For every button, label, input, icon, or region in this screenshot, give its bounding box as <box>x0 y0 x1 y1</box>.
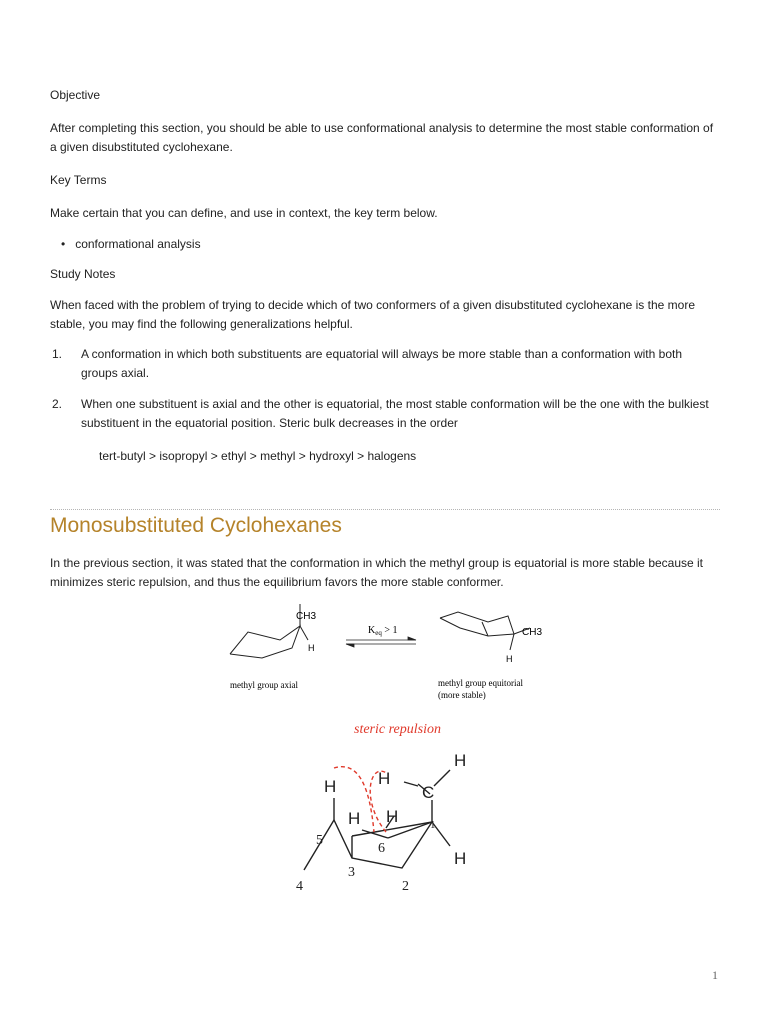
h-label: H <box>454 751 467 770</box>
page-number: 1 <box>712 968 718 982</box>
document-body <box>50 86 722 478</box>
equilibrium-diagram <box>220 602 560 712</box>
key-terms-heading: Key Terms <box>50 173 107 187</box>
right-h-label: H <box>506 654 513 664</box>
h-label: H <box>348 809 361 828</box>
section-title: Monosubstituted Cyclohexanes <box>50 514 342 537</box>
study-note-item <box>50 395 722 466</box>
right-ch3-label: CH3 <box>522 627 543 638</box>
cyclohexane-ring <box>304 798 450 870</box>
study-notes-text: When faced with the problem of trying to decide which of two conformers of a given disubstituted cyclohexane is the more stable, you may find the following generalizations helpful. <box>50 298 695 331</box>
study-notes-heading: Study Notes <box>50 267 116 281</box>
carbon-number: 3 <box>348 865 355 880</box>
left-h-label: H <box>308 643 315 653</box>
h-label: H <box>324 777 337 796</box>
study-note-text: A conformation in which both substituents are equatorial will always be more stable than a conformation with both groups axial. <box>81 347 682 380</box>
h-label: H <box>386 807 399 826</box>
objective-text: After completing this section, you should be able to use conformational analysis to determine the most stable conformation of a given disubstituted cyclohexane. <box>50 121 714 154</box>
left-ch3-label: CH3 <box>296 611 317 622</box>
caption-equatorial: methyl group equitorial <box>438 678 523 688</box>
carbon-number: 1 <box>430 819 436 831</box>
keq-label: $K_{eq} > 1$ <box>368 625 398 637</box>
key-terms-list <box>50 235 722 254</box>
caption-equatorial-note: (more stable) <box>438 690 486 700</box>
key-terms-text: Make certain that you can define, and use in context, the key term below. <box>50 206 438 220</box>
list-number: 2. <box>52 397 63 411</box>
carbon-number: 4 <box>296 879 303 894</box>
list-number: 1. <box>52 347 63 361</box>
section-divider <box>50 509 720 510</box>
carbon-number: 6 <box>378 841 385 856</box>
study-note-text: When one substituent is axial and the other is equatorial, the most stable conformation will be the one with the bulkiest substituent in the equatorial position. Steric bulk decreases in the order <box>81 397 709 430</box>
steric-bulk-order: tert-butyl > isopropyl > ethyl > methyl > hydroxyl > halogens <box>99 449 417 463</box>
equilibrium-arrows <box>346 637 416 647</box>
h-label: H <box>378 769 391 788</box>
carbon-number: 2 <box>402 879 409 894</box>
carbon-number: 5 <box>316 833 323 848</box>
section-text: In the previous section, it was stated that the conformation in which the methyl group is equatorial is more stable because it minimizes steric repulsion, and thus the equilibrium favors the more stable conformer. <box>50 556 704 589</box>
h-label: H <box>454 849 467 868</box>
key-term-item: • conformational analysis <box>61 235 722 254</box>
caption-axial: methyl group axial <box>230 680 298 690</box>
equatorial-chair <box>440 612 530 650</box>
study-note-item <box>50 345 722 383</box>
c-label: C <box>422 783 435 802</box>
steric-repulsion-diagram <box>290 720 510 900</box>
steric-repulsion-title: steric repulsion <box>354 722 441 737</box>
objective-heading: Objective <box>50 88 101 102</box>
study-notes-list <box>50 345 722 466</box>
